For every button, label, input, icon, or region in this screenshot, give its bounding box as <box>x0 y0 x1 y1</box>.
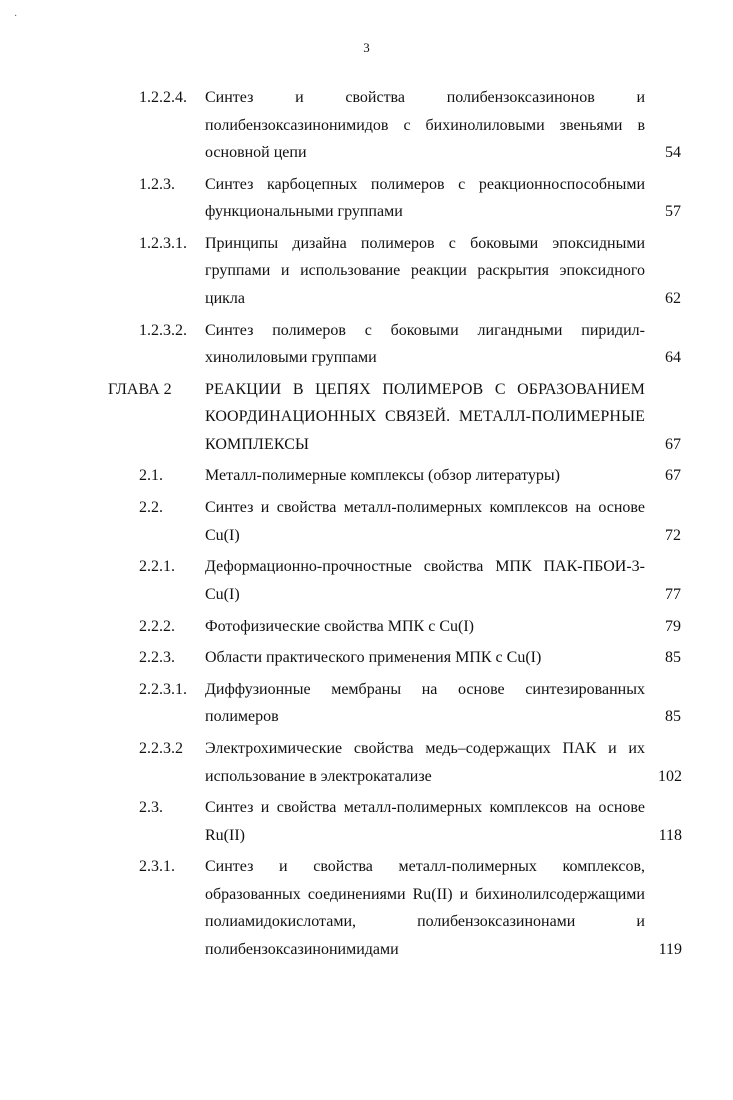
toc-entry-1-2-3 <box>0 171 733 226</box>
toc-entry-page: 67 <box>665 435 681 453</box>
toc-entry-2-2-3 <box>0 644 733 672</box>
toc-entry-1-2-3-2 <box>0 317 733 372</box>
scan-corner-mark: · <box>14 11 18 22</box>
toc-entry-page: 85 <box>665 649 681 667</box>
toc-entry-title: Электрохимические свойства медь–содержащих ПАК и их использование в электрокатализе <box>205 740 645 785</box>
toc-entry-title: Фотофизические свойства МПК с Cu(I) <box>205 617 474 635</box>
toc-entry-number: 1.2.3.1. <box>139 234 187 252</box>
toc-entry-number: 2.1. <box>139 467 163 485</box>
toc-entry-2-2-3-2 <box>0 735 733 790</box>
toc-entry-page: 85 <box>665 708 681 726</box>
toc-entry-title: Синтез карбоцепных полимеров с реакционноспособными функциональными группами <box>205 175 645 221</box>
toc-entry-number: 1.2.2.4. <box>139 89 187 106</box>
toc-entry-1-2-3-1 <box>0 230 733 313</box>
toc-entry-page: 64 <box>665 349 681 367</box>
toc-entry-title: Принципы дизайна полимеров с боковыми эпоксидными группами и использование реакции раскрытия эпоксидного цикла <box>205 234 645 307</box>
page-number: 3 <box>363 40 370 55</box>
toc-entry-title: Синтез и свойства металл-полимерных комплексов на основе Cu(I) <box>205 499 645 544</box>
toc-entry-title: Диффузионные мембраны на основе синтезированных полимеров <box>205 680 645 726</box>
toc-entry-number: 2.2. <box>139 499 163 517</box>
toc-entry-page: 54 <box>665 144 681 161</box>
toc-entry-title: Синтез полимеров с боковыми лигандными пиридил-хинолиловыми группами <box>205 321 645 367</box>
toc-entry-1-2-2-4 <box>0 84 733 167</box>
toc-entry-title: Металл-полимерные комплексы (обзор литературы) <box>205 467 560 485</box>
toc-entry-page: 119 <box>658 940 682 958</box>
toc-entry-page: 118 <box>658 826 682 844</box>
toc-entry-page: 57 <box>665 203 681 221</box>
toc-entry-title: Синтез и свойства металл-полимерных комплексов, образованных соединениями Ru(II) и бихинолилсодержащими полиамидокислотами, полибензоксазинонами и полибензоксазинонимидами <box>205 858 645 958</box>
toc-entry-number: 2.2.2. <box>139 617 175 635</box>
toc-entry-2-1 <box>0 462 733 490</box>
toc-entry-title: Деформационно-прочностные свойства МПК ПАК-ПБОИ-3-Cu(I) <box>205 558 645 603</box>
toc-entry-number: 2.2.3.1. <box>139 680 187 698</box>
toc-entry-number: 2.3.1. <box>139 858 175 876</box>
toc-chapter-number: ГЛАВА 2 <box>108 380 172 398</box>
toc-entry-chapter-2 <box>0 376 733 459</box>
toc-entry-2-3-1 <box>0 853 733 963</box>
toc-entry-number: 1.2.3.2. <box>139 321 187 339</box>
toc-entry-page: 72 <box>665 526 681 544</box>
toc-entry-number: 2.2.3. <box>139 649 175 667</box>
toc-entry-number: 2.2.1. <box>139 558 175 576</box>
toc-entry-title: Области практического применения МПК с Cu(I) <box>205 649 542 667</box>
toc-entry-number: 2.2.3.2 <box>139 740 183 758</box>
toc-entry-page: 102 <box>658 767 682 785</box>
toc-entry-2-2-3-1 <box>0 676 733 731</box>
toc-entry-page: 62 <box>665 289 681 307</box>
toc-entry-page: 77 <box>665 585 681 603</box>
toc-entry-2-2 <box>0 494 733 549</box>
toc-entry-page: 79 <box>665 617 681 635</box>
toc-entry-2-2-1 <box>0 553 733 608</box>
toc-entry-title: Синтез и свойства полибензоксазинонов и полибензоксазинонимидов с бихинолиловыми звеньями в основной цепи <box>205 89 645 161</box>
toc-entry-title: Синтез и свойства металл-полимерных комплексов на основе Ru(II) <box>205 799 645 844</box>
table-of-contents <box>0 84 733 968</box>
toc-entry-page: 67 <box>665 467 681 485</box>
toc-entry-2-2-2 <box>0 613 733 641</box>
toc-chapter-title: РЕАКЦИИ В ЦЕПЯХ ПОЛИМЕРОВ С ОБРАЗОВАНИЕМ КООРДИНАЦИОННЫХ СВЯЗЕЙ. МЕТАЛЛ-ПОЛИМЕРНЫЕ КОМПЛЕКСЫ <box>205 380 645 453</box>
toc-entry-number: 2.3. <box>139 799 163 817</box>
toc-entry-number: 1.2.3. <box>139 175 175 193</box>
toc-entry-2-3 <box>0 794 733 849</box>
